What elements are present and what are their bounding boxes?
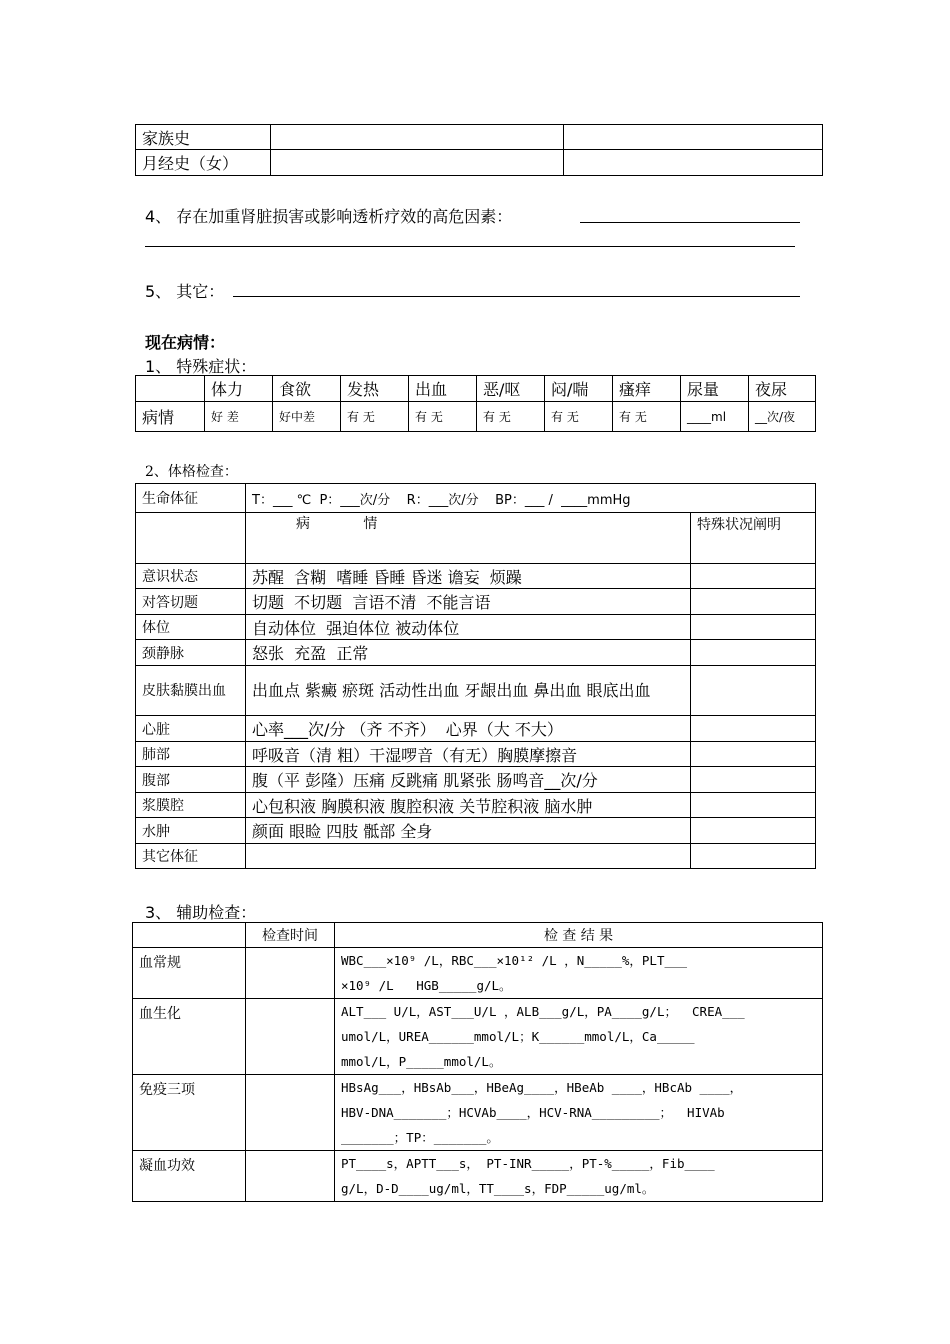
risk-factors-line-1[interactable]	[580, 222, 800, 223]
aux-result-blood-routine-line-1: WBC___×10⁹ /L，RBC___×10¹² /L ，N_____%，PLT___	[341, 953, 688, 968]
symptoms-header-chest-tightness: 闷/喘	[545, 376, 613, 402]
symptom-chest-tightness-value[interactable]: 有 无	[545, 402, 613, 432]
exam-note-other-signs[interactable]	[691, 844, 816, 869]
symptom-appetite-value[interactable]: 好中差	[273, 402, 341, 432]
symptoms-header-bleeding: 出血	[409, 376, 477, 402]
exam-label-other-signs: 其它体征	[136, 844, 246, 869]
aux-label-blood-routine: 血常规	[133, 948, 246, 999]
family-history-label: 家族史	[136, 125, 271, 150]
exam-note-response[interactable]	[691, 589, 816, 615]
vitals-label: 生命体征	[136, 484, 246, 513]
symptom-urine-volume-value[interactable]: ____ml	[681, 402, 749, 432]
exam-header-empty	[136, 513, 246, 564]
symptoms-header-itching: 瘙痒	[613, 376, 681, 402]
physical-exam-table	[135, 483, 816, 869]
exam-label-heart: 心脏	[136, 716, 246, 742]
other-label: 5、 其它：	[145, 282, 225, 301]
aux-result-immune-line-3: _______；TP：_______。	[341, 1130, 499, 1145]
aux-exam-title: 3、 辅助检查：	[145, 903, 257, 922]
aux-result-immune-line-1: HBsAg___，HBsAb___，HBeAg____，HBeAb ____，HBcAb ____，	[341, 1080, 743, 1095]
symptoms-row-label: 病情	[136, 402, 205, 432]
aux-label-blood-biochem: 血生化	[133, 999, 246, 1075]
exam-value-edema[interactable]: 颜面 眼睑 四肢 骶部 全身	[246, 818, 691, 844]
symptom-strength-value[interactable]: 好 差	[205, 402, 273, 432]
aux-time-coagulation[interactable]	[246, 1151, 335, 1202]
aux-result-blood-routine[interactable]	[335, 948, 823, 999]
aux-result-coagulation-line-1: PT____s，APTT___s， PT-INR_____，PT-%_____，Fib____	[341, 1156, 715, 1171]
exam-value-skin-bleeding[interactable]: 出血点 紫癜 瘀斑 活动性出血 牙龈出血 鼻出血 眼底出血	[246, 666, 691, 716]
exam-value-response[interactable]: 切题 不切题 言语不清 不能言语	[246, 589, 691, 615]
symptom-itching-value[interactable]: 有 无	[613, 402, 681, 432]
symptom-nausea-value[interactable]: 有 无	[477, 402, 545, 432]
exam-label-skin-bleeding: 皮肤黏膜出血	[136, 666, 246, 716]
symptoms-header-nocturia: 夜尿	[749, 376, 816, 402]
exam-note-lungs[interactable]	[691, 742, 816, 767]
exam-value-abdomen[interactable]: 腹（平 彭隆）压痛 反跳痛 肌紧张 肠鸣音__次/分	[246, 767, 691, 793]
family-history-field-1[interactable]	[271, 125, 564, 150]
aux-result-coagulation[interactable]	[335, 1151, 823, 1202]
exam-note-serous-cavity[interactable]	[691, 793, 816, 818]
exam-value-consciousness[interactable]: 苏醒 含糊 嗜睡 昏睡 昏迷 谵妄 烦躁	[246, 564, 691, 589]
exam-note-edema[interactable]	[691, 818, 816, 844]
aux-time-blood-biochem[interactable]	[246, 999, 335, 1075]
aux-result-blood-biochem-line-1: ALT___ U/L，AST___U/L ，ALB___g/L，PA____g/L； CREA___	[341, 1004, 745, 1019]
exam-label-consciousness: 意识状态	[136, 564, 246, 589]
exam-value-position[interactable]: 自动体位 强迫体位 被动体位	[246, 615, 691, 640]
aux-time-blood-routine[interactable]	[246, 948, 335, 999]
exam-label-edema: 水肿	[136, 818, 246, 844]
aux-label-coagulation: 凝血功效	[133, 1151, 246, 1202]
exam-header-condition: 病 情	[246, 513, 691, 564]
symptoms-header-strength: 体力	[205, 376, 273, 402]
aux-time-immune[interactable]	[246, 1075, 335, 1151]
aux-result-blood-biochem-line-2: umol/L，UREA______mmol/L；K______mmol/L，Ca_____	[341, 1029, 695, 1044]
symptoms-header-appetite: 食欲	[273, 376, 341, 402]
aux-result-blood-biochem[interactable]	[335, 999, 823, 1075]
aux-result-blood-routine-line-2: ×10⁹ /L HGB_____g/L。	[341, 978, 512, 993]
menstrual-history-field-2[interactable]	[564, 150, 823, 176]
exam-label-abdomen: 腹部	[136, 767, 246, 793]
history-table	[135, 124, 823, 176]
aux-header-time: 检查时间	[246, 923, 335, 948]
exam-label-serous-cavity: 浆膜腔	[136, 793, 246, 818]
exam-value-heart[interactable]: 心率___次/分 （齐 不齐） 心界（大 不大）	[246, 716, 691, 742]
symptom-fever-value[interactable]: 有 无	[341, 402, 409, 432]
physical-exam-title: 2、体格检查：	[145, 464, 238, 480]
aux-label-immune: 免疫三项	[133, 1075, 246, 1151]
symptoms-header-fever: 发热	[341, 376, 409, 402]
risk-factors-label: 4、 存在加重肾脏损害或影响透析疗效的高危因素：	[145, 207, 513, 226]
aux-exam-table	[132, 922, 823, 1202]
exam-value-jugular-vein[interactable]: 怒张 充盈 正常	[246, 640, 691, 666]
exam-value-lungs[interactable]: 呼吸音（清 粗）干湿啰音（有无）胸膜摩擦音	[246, 742, 691, 767]
aux-result-blood-biochem-line-3: mmol/L，P_____mmol/L。	[341, 1054, 502, 1069]
current-condition-heading: 现在病情：	[145, 333, 226, 352]
other-line[interactable]	[233, 296, 800, 297]
exam-note-position[interactable]	[691, 615, 816, 640]
symptom-nocturia-value[interactable]: __次/夜	[749, 402, 816, 432]
symptoms-header-urine-volume: 尿量	[681, 376, 749, 402]
symptoms-header-empty	[136, 376, 205, 402]
exam-note-jugular-vein[interactable]	[691, 640, 816, 666]
exam-value-other-signs[interactable]	[246, 844, 691, 869]
aux-header-empty	[133, 923, 246, 948]
vitals-value[interactable]: T：___ ℃ P：___次/分 R：___次/分 BP：___ / ____mmHg	[246, 484, 816, 513]
aux-result-coagulation-line-2: g/L，D-D____ug/ml，TT____s，FDP_____ug/ml。	[341, 1181, 655, 1196]
symptom-bleeding-value[interactable]: 有 无	[409, 402, 477, 432]
exam-header-special-notes: 特殊状况阐明	[691, 513, 816, 564]
special-symptoms-title: 1、 特殊症状：	[145, 357, 257, 376]
aux-header-result: 检 查 结 果	[335, 923, 823, 948]
exam-label-position: 体位	[136, 615, 246, 640]
exam-note-abdomen[interactable]	[691, 767, 816, 793]
menstrual-history-label: 月经史（女）	[136, 150, 271, 176]
family-history-field-2[interactable]	[564, 125, 823, 150]
exam-label-lungs: 肺部	[136, 742, 246, 767]
exam-label-jugular-vein: 颈静脉	[136, 640, 246, 666]
symptoms-table	[135, 375, 816, 432]
menstrual-history-field-1[interactable]	[271, 150, 564, 176]
exam-note-heart[interactable]	[691, 716, 816, 742]
exam-note-skin-bleeding[interactable]	[691, 666, 816, 716]
symptoms-header-nausea: 恶/呕	[477, 376, 545, 402]
aux-result-immune-line-2: HBV-DNA_______；HCVAb____，HCV-RNA_________； HIVAb	[341, 1105, 725, 1120]
exam-note-consciousness[interactable]	[691, 564, 816, 589]
exam-label-response: 对答切题	[136, 589, 246, 615]
risk-factors-line-2[interactable]	[145, 246, 795, 247]
exam-value-serous-cavity[interactable]: 心包积液 胸膜积液 腹腔积液 关节腔积液 脑水肿	[246, 793, 691, 818]
aux-result-immune[interactable]	[335, 1075, 823, 1151]
